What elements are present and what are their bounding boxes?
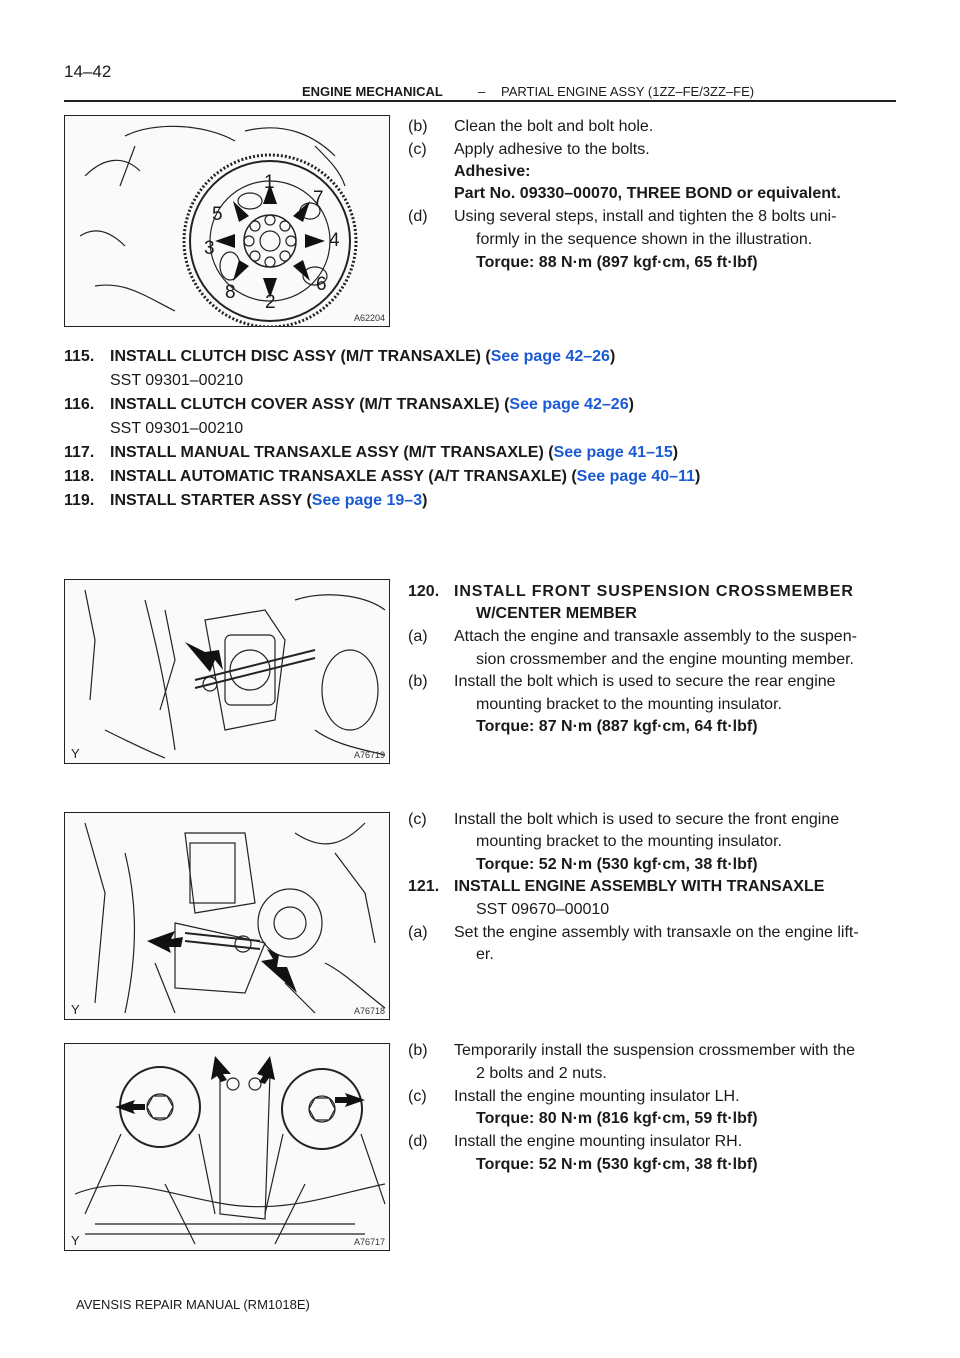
seq-num-1: 1 <box>264 172 275 193</box>
y-mark: Y <box>71 1233 80 1248</box>
torque-spec: Torque: 52 N·m (530 kgf·cm, 38 ft·lbf) <box>476 856 758 873</box>
step-121-sst: SST 09670–00010 <box>476 901 610 918</box>
step-a-text-1: Attach the engine and transaxle assembly to the suspen- <box>454 628 857 645</box>
see-page-link[interactable]: See page 42–26 <box>490 348 610 365</box>
seq-num-4: 4 <box>329 230 340 251</box>
step-c-text: Apply adhesive to the bolts. <box>454 141 650 158</box>
step-119-num: 119. <box>64 492 95 509</box>
y-mark: Y <box>71 746 80 761</box>
y-mark: Y <box>71 1002 80 1017</box>
rear-mount-illustration <box>65 580 389 763</box>
step-116: INSTALL CLUTCH COVER ASSY (M/T TRANSAXLE) (See page 42–26) <box>110 396 634 413</box>
step-b-text-1: Install the bolt which is used to secure the rear engine <box>454 673 836 690</box>
figure-id: A76719 <box>353 750 385 760</box>
step-c-label: (c) <box>408 141 427 158</box>
see-page-link[interactable]: See page 41–15 <box>553 444 673 461</box>
torque-spec: Torque: 52 N·m (530 kgf·cm, 38 ft·lbf) <box>476 1156 758 1173</box>
step-c-label: (c) <box>408 811 427 828</box>
step-121-num: 121. <box>408 878 440 895</box>
torque-spec: Torque: 80 N·m (816 kgf·cm, 59 ft·lbf) <box>476 1110 758 1127</box>
step-a-text-2: sion crossmember and the engine mounting member. <box>476 651 854 668</box>
step-121-title: INSTALL ENGINE ASSEMBLY WITH TRANSAXLE <box>454 878 825 895</box>
seq-num-3: 3 <box>204 238 215 259</box>
section-title: ENGINE MECHANICAL <box>302 84 443 99</box>
seq-num-2: 2 <box>265 292 276 313</box>
subsection-title: PARTIAL ENGINE ASSY (1ZZ–FE/3ZZ–FE) <box>501 84 755 99</box>
torque-spec: Torque: 88 N·m (897 kgf·cm, 65 ft·lbf) <box>476 254 758 271</box>
step-118-num: 118. <box>64 468 95 485</box>
step-120-title-2: W/CENTER MEMBER <box>476 605 637 622</box>
step-c-label: (c) <box>408 1088 427 1105</box>
header-dash: – <box>478 84 486 99</box>
see-page-link[interactable]: See page 42–26 <box>509 396 629 413</box>
step-116-num: 116. <box>64 396 95 413</box>
header-rule <box>64 100 896 102</box>
seq-num-5: 5 <box>212 204 223 225</box>
step-b-label: (b) <box>408 673 428 690</box>
figure-crossmember <box>64 1043 390 1251</box>
step-c-text-2: mounting bracket to the mounting insulator. <box>476 833 782 850</box>
step-117-num: 117. <box>64 444 95 461</box>
step-a-text-1: Set the engine assembly with transaxle on the engine lift- <box>454 924 859 941</box>
figure-rear-mount <box>64 579 390 764</box>
step-b-label: (b) <box>408 118 428 135</box>
step-b-label: (b) <box>408 1042 428 1059</box>
step-d-text-1: Using several steps, install and tighten the 8 bolts uni- <box>454 208 837 225</box>
step-a-label: (a) <box>408 628 428 645</box>
step-c-text-1: Install the bolt which is used to secure the front engine <box>454 811 840 828</box>
crossmember-illustration <box>65 1044 389 1250</box>
step-c-text: Install the engine mounting insulator LH. <box>454 1088 740 1105</box>
page-number: 14–42 <box>64 62 112 81</box>
step-115-num: 115. <box>64 348 95 365</box>
step-a-label: (a) <box>408 924 428 941</box>
torque-spec: Torque: 87 N·m (887 kgf·cm, 64 ft·lbf) <box>476 718 758 735</box>
figure-id: A62204 <box>353 313 385 323</box>
step-d-label: (d) <box>408 1133 428 1150</box>
see-page-link[interactable]: See page 40–11 <box>576 468 695 485</box>
figure-id: A76717 <box>353 1237 385 1247</box>
figure-id: A76718 <box>353 1006 385 1016</box>
step-119: INSTALL STARTER ASSY (See page 19–3) <box>110 492 428 509</box>
step-115-sst: SST 09301–00210 <box>110 372 244 389</box>
step-116-sst: SST 09301–00210 <box>110 420 244 437</box>
step-b-text-2: mounting bracket to the mounting insulator. <box>476 696 782 713</box>
step-115: INSTALL CLUTCH DISC ASSY (M/T TRANSAXLE) (See page 42–26) <box>110 348 616 365</box>
see-page-link[interactable]: See page 19–3 <box>311 492 423 509</box>
step-d-text: Install the engine mounting insulator RH. <box>454 1133 743 1150</box>
adhesive-part: Part No. 09330–00070, THREE BOND or equivalent. <box>454 185 841 202</box>
step-d-text-2: formly in the sequence shown in the illustration. <box>476 231 813 248</box>
seq-num-7: 7 <box>313 188 324 209</box>
step-b-text-2: 2 bolts and 2 nuts. <box>476 1065 607 1082</box>
step-120-num: 120. <box>408 583 440 600</box>
step-a-text-2: er. <box>476 946 494 963</box>
step-b-text: Clean the bolt and bolt hole. <box>454 118 654 135</box>
step-120-title-1: INSTALL FRONT SUSPENSION CROSSMEMBER <box>454 583 854 600</box>
step-117: INSTALL MANUAL TRANSAXLE ASSY (M/T TRANSAXLE) (See page 41–15) <box>110 444 679 461</box>
step-118: INSTALL AUTOMATIC TRANSAXLE ASSY (A/T TRANSAXLE) (See page 40–11) <box>110 468 701 485</box>
step-b-text-1: Temporarily install the suspension crossmember with the <box>454 1042 856 1059</box>
figure-flywheel-bolts <box>64 115 390 327</box>
figure-front-mount <box>64 812 390 1020</box>
seq-num-8: 8 <box>225 282 236 303</box>
front-mount-illustration <box>65 813 389 1019</box>
step-d-label: (d) <box>408 208 428 225</box>
footer: AVENSIS REPAIR MANUAL (RM1018E) <box>76 1297 310 1312</box>
seq-num-6: 6 <box>316 274 327 295</box>
adhesive-label: Adhesive: <box>454 163 531 180</box>
